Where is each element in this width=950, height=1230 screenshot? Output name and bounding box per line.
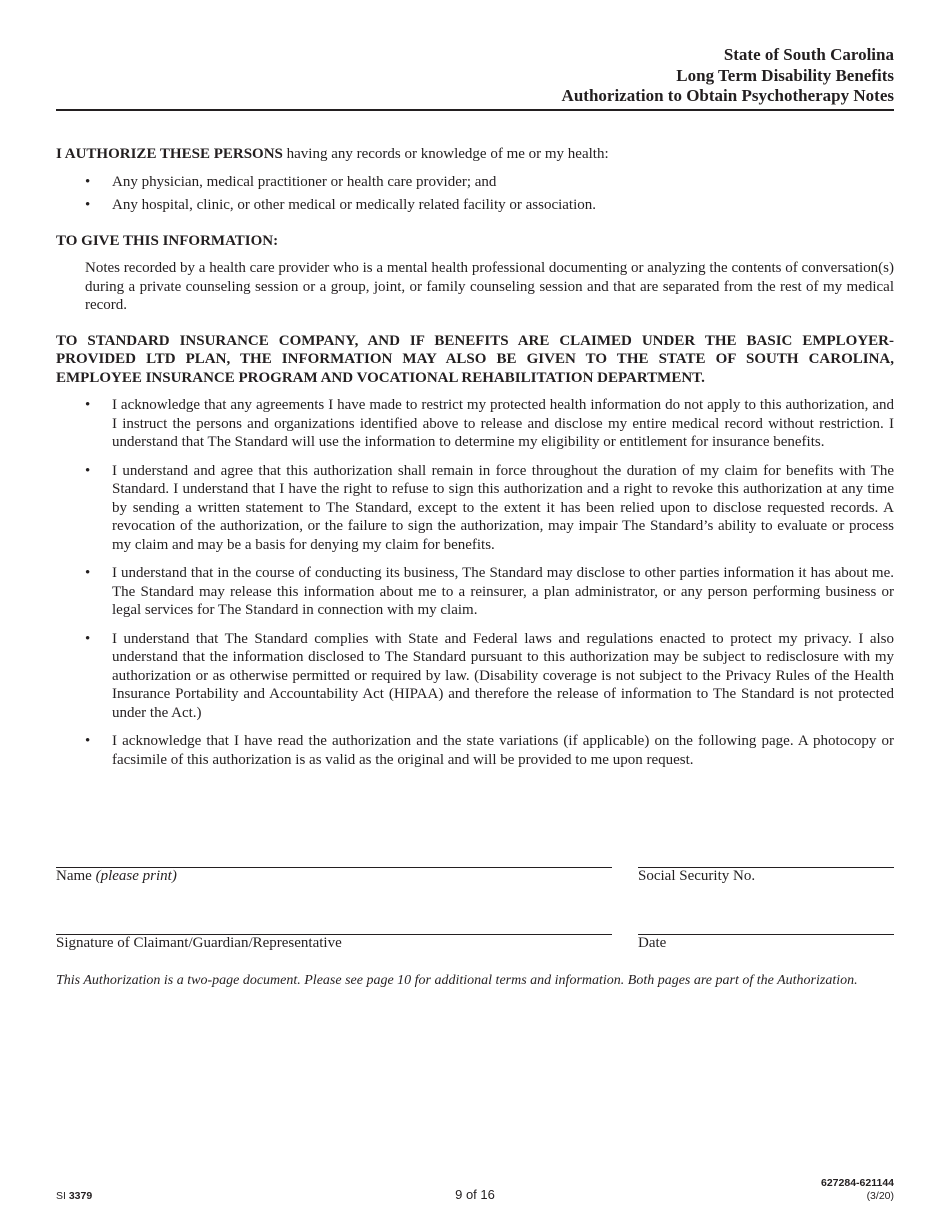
list-item: • I understand and agree that this authorization shall remain in force throughout the duration of my claim for benefits with The Standard. I understand that I have the right to refuse to sign this authorization and a right to revoke this authorization at any time by sending a written statement to The Standard, except to the extent it has been relied upon to disclose requested records. A revocation of the authorization, or the failure to sign the authorization, may impair The Standard’s ability to evaluate or process my claim and may be a basis for denying my claim for benefits. bbox=[85, 462, 894, 553]
name-label: Name (please print) bbox=[56, 868, 177, 884]
give-info-heading: TO GIVE THIS INFORMATION: bbox=[56, 232, 279, 249]
form-code bbox=[821, 1177, 894, 1203]
recipient-heading: TO STANDARD INSURANCE COMPANY, AND IF BENEFITS ARE CLAIMED UNDER THE BASIC EMPLOYER-PROVIDED LTD PLAN, THE INFORMATION MAY ALSO BE GIVEN TO THE STATE OF SOUTH CAROLINA, EMPLOYEE INSURANCE PROGRAM AND VOCATIONAL REHABILITATION DEPARTMENT. bbox=[56, 332, 894, 386]
header-rule bbox=[56, 109, 894, 111]
header-state: State of South Carolina bbox=[723, 45, 894, 64]
document-header bbox=[56, 45, 894, 107]
bullet-icon: • bbox=[85, 733, 91, 749]
list-item: • Any hospital, clinic, or other medical or medically related facility or association. bbox=[85, 197, 597, 213]
give-info-text: Notes recorded by a health care provider who is a mental health professional documenting or analyzing the contents of conversation(s) during a private counseling session or a group, joint, or family counseling session and that are separated from the rest of my medical record. bbox=[85, 260, 894, 313]
acknowledgement-list bbox=[56, 396, 894, 769]
bullet-icon: • bbox=[85, 173, 91, 190]
form-code-number: 627284-621144 bbox=[821, 1177, 894, 1189]
bullet-icon: • bbox=[85, 397, 91, 413]
name-hint: (please print) bbox=[95, 868, 177, 884]
bullet-icon: • bbox=[85, 197, 91, 213]
form-number: SI 3379 bbox=[56, 1190, 93, 1202]
header-program: Long Term Disability Benefits bbox=[676, 65, 894, 85]
page-number: 9 of 16 bbox=[455, 1187, 495, 1202]
bullet-icon: • bbox=[85, 565, 91, 581]
list-item: • Any physician, medical practitioner or health care provider; and bbox=[85, 173, 497, 190]
date-label: Date bbox=[638, 935, 667, 951]
list-item: • I acknowledge that any agreements I have made to restrict my protected health information do not apply to this authorization, and I instruct the persons and organizations identified above to release and disclose my entire medical record without restriction. I understand that The Standard will use the information to determine my eligibility or entitlement for insurance benefits. bbox=[85, 397, 894, 450]
list-item: • I acknowledge that I have read the authorization and the state variations (if applicable) on the following page. A photocopy or facsimile of this authorization is as valid as the original and will be provided to me upon request. bbox=[85, 733, 894, 768]
authorize-lead-rest: having any records or knowledge of me or my health: bbox=[282, 146, 609, 162]
form-revision: (3/20) bbox=[866, 1190, 894, 1202]
list-item: • I understand that in the course of conducting its business, The Standard may disclose to other parties information it has about me. The Standard may release this information about me to a reinsurer, a plan administrator, or any person performing business or legal services for The Standard in connection with my claim. bbox=[85, 565, 894, 618]
authorize-lead: I AUTHORIZE THESE PERSONS bbox=[56, 146, 283, 162]
list-item: • I understand that The Standard complies with State and Federal laws and regulations enacted to protect my privacy. I also understand that the information disclosed to The Standard pursuant to this authorization may be subject to redisclosure with my authorization or as otherwise permitted or required by law. (Disability coverage is not subject to the Privacy Rules of the Health Insurance Portability and Accountability Act (HIPAA) and therefore the release of information to The Standard is not protected under the Act.) bbox=[85, 630, 894, 721]
bullet-icon: • bbox=[85, 462, 91, 479]
ssn-label: Social Security No. bbox=[638, 868, 756, 884]
date-field[interactable] bbox=[638, 934, 894, 935]
header-form-title: Authorization to Obtain Psychotherapy Notes bbox=[561, 86, 894, 105]
bullet-icon: • bbox=[85, 630, 91, 647]
authorize-intro bbox=[56, 145, 894, 164]
authorized-persons-list bbox=[56, 173, 894, 215]
signature-label: Signature of Claimant/Guardian/Representative bbox=[56, 935, 342, 951]
authorization-body bbox=[56, 145, 894, 779]
two-page-note: This Authorization is a two-page document. Please see page 10 for additional terms and information. Both pages are part of the Authorization. bbox=[56, 973, 858, 988]
